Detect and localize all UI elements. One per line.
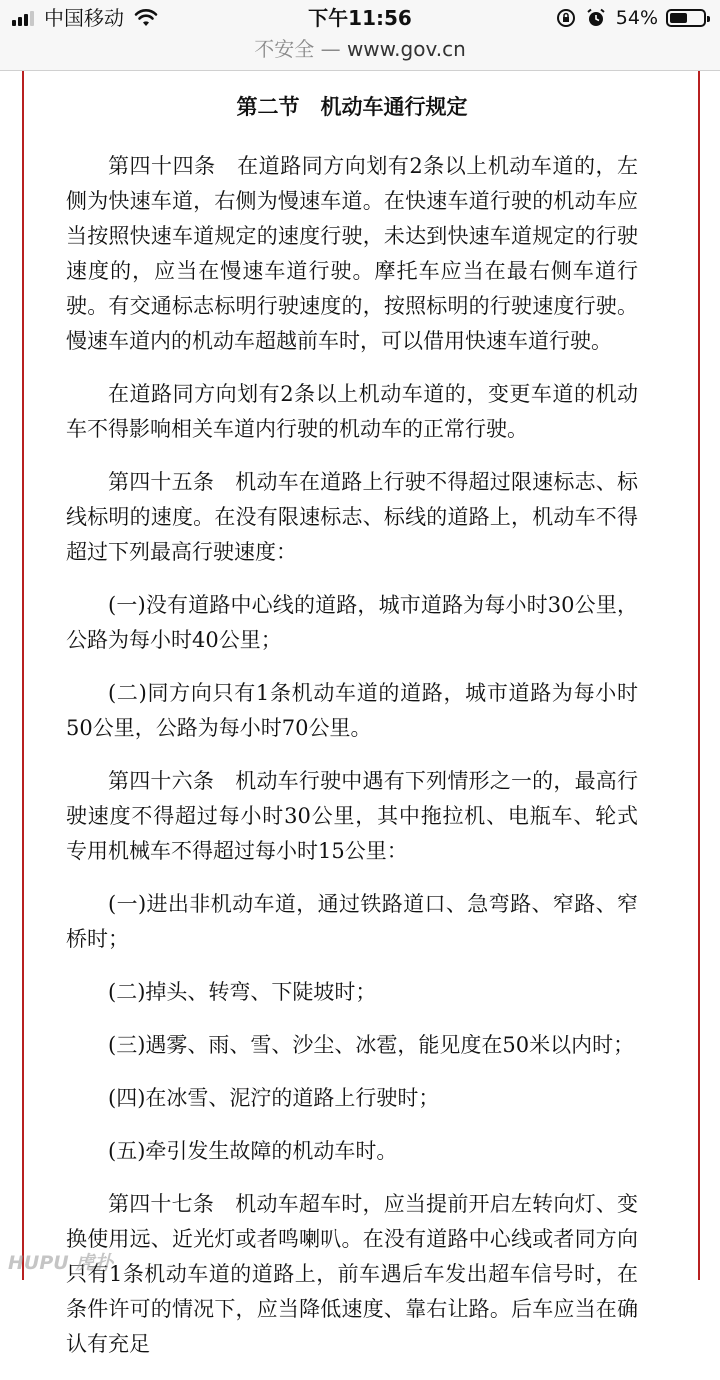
article-paragraph: (一)进出非机动车道，通过铁路道口、急弯路、窄路、窄桥时； bbox=[66, 892, 638, 951]
article-paragraph: (一)没有道路中心线的道路，城市道路为每小时30公里，公路为每小时40公里； bbox=[66, 593, 638, 652]
battery-fill bbox=[670, 13, 687, 23]
battery-percent: 54% bbox=[615, 7, 658, 29]
page-border-right bbox=[698, 71, 700, 1280]
battery-icon bbox=[666, 9, 706, 27]
hupu-watermark: HUPU 虎扑 bbox=[8, 1252, 114, 1274]
article-paragraph: (二)掉头、转弯、下陡坡时； bbox=[108, 980, 377, 1004]
article-paragraph: 第四十六条 机动车行驶中遇有下列情形之一的，最高行驶速度不得超过每小时30公里，其中拖拉机、电瓶车、轮式专用机械车不得超过每小时15公里： bbox=[66, 769, 638, 863]
article-paragraph: (三)遇雾、雨、雪、沙尘、冰雹，能见度在50米以内时； bbox=[108, 1033, 635, 1057]
section-title: 第二节 机动车通行规定 bbox=[236, 94, 468, 119]
status-bar bbox=[0, 0, 720, 36]
article-paragraph: 第四十五条 机动车在道路上行驶不得超过限速标志、标线标明的速度。在没有限速标志、标线的道路上，机动车不得超过下列最高行驶速度： bbox=[66, 470, 638, 564]
rotation-lock-icon bbox=[556, 8, 576, 28]
alarm-icon bbox=[586, 8, 606, 28]
article-paragraph: (五)牵引发生故障的机动车时。 bbox=[108, 1139, 398, 1163]
status-bar-right bbox=[556, 6, 706, 30]
article-paragraph: 第四十七条 机动车超车时，应当提前开启左转向灯、变换使用远、近光灯或者鸣喇叭。在没有道路中心线或者同方向只有1条机动车道的道路上，前车遇后车发出超车信号时，在条件许可的情况下，应当降低速度、靠右让路。后车应当在确认有充足 bbox=[66, 1192, 638, 1356]
status-bar-time: 下午11:56 bbox=[308, 6, 412, 30]
article-paragraph: (四)在冰雪、泥泞的道路上行驶时； bbox=[108, 1086, 440, 1110]
url-security-label: 不安全 bbox=[254, 37, 315, 61]
web-page[interactable] bbox=[0, 71, 720, 1356]
article-paragraph: 在道路同方向划有2条以上机动车道的，变更车道的机动车不得影响相关车道内行驶的机动车的正常行驶。 bbox=[66, 382, 638, 441]
url-bar[interactable] bbox=[0, 36, 720, 71]
article-paragraph: (二)同方向只有1条机动车道的道路，城市道路为每小时50公里，公路为每小时70公里。 bbox=[66, 681, 638, 740]
article-paragraph: 第四十四条 在道路同方向划有2条以上机动车道的，左侧为快速车道，右侧为慢速车道。在快速车道行驶的机动车应当按照快速车道规定的速度行驶，未达到快速车道规定的行驶速度的，应当在慢速车道行驶。摩托车应当在最右侧车道行驶。有交通标志标明行驶速度的，按照标明的行驶速度行驶。慢速车道内的机动车超越前车时，可以借用快速车道行驶。 bbox=[66, 154, 638, 353]
battery-cap bbox=[707, 16, 710, 22]
article-content bbox=[66, 89, 638, 1380]
carrier-name: 中国移动 bbox=[44, 6, 124, 30]
url-separator: — bbox=[320, 37, 341, 61]
page-border-left bbox=[22, 71, 24, 1280]
url-domain: www.gov.cn bbox=[346, 37, 466, 61]
